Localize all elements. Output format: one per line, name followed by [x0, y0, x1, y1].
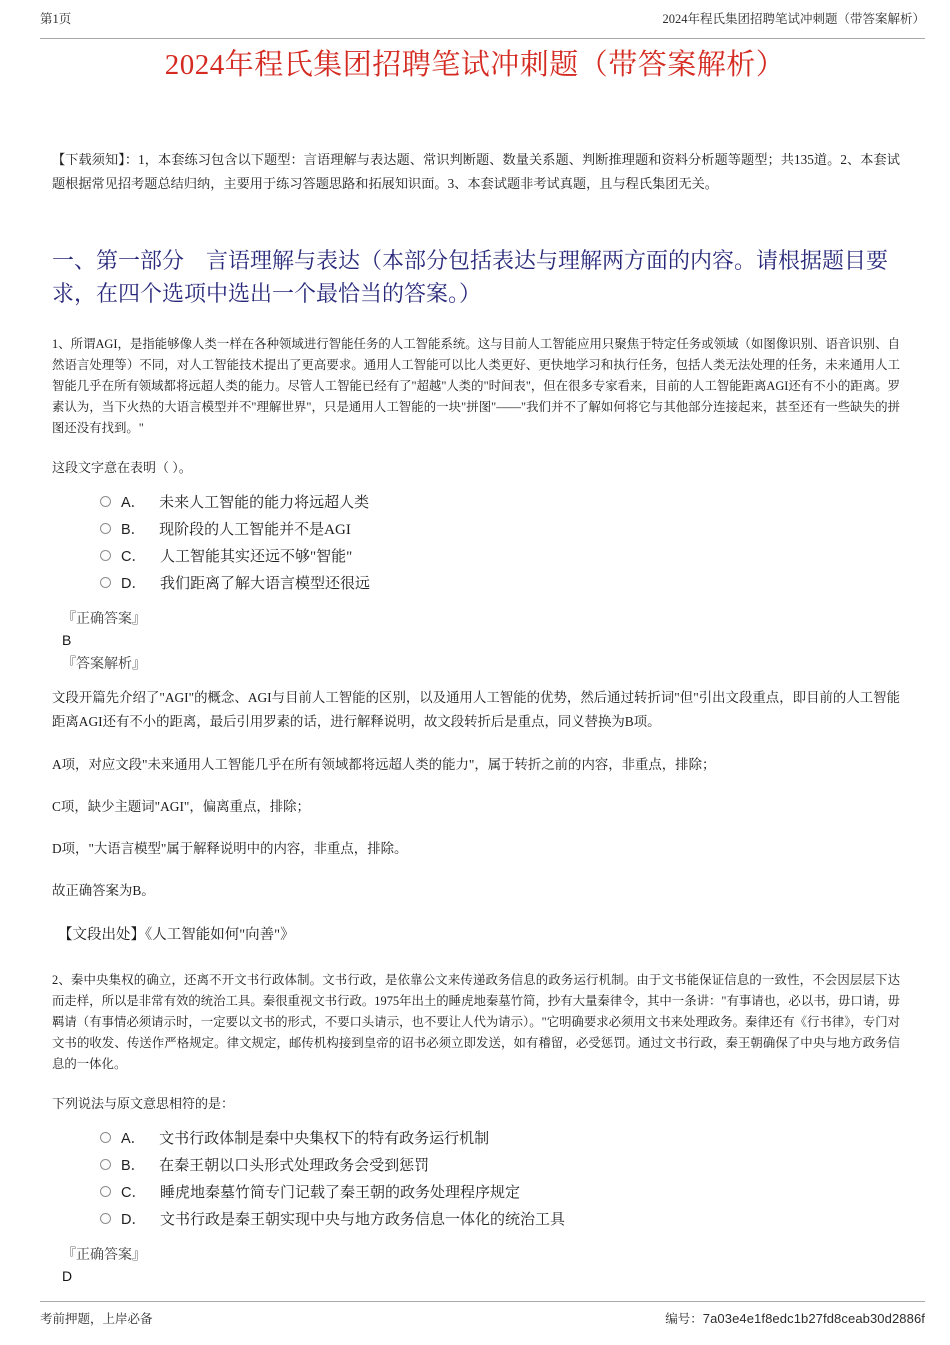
answer-explanation-label: 『答案解析』 [62, 657, 146, 672]
option-text: 文书行政体制是秦中央集权下的特有政务运行机制 [159, 1131, 490, 1147]
explanation-point: C项，缺少主题词"AGI"，偏离重点，排除； [52, 799, 310, 814]
option-row[interactable] [100, 1178, 900, 1205]
radio-button-icon[interactable] [100, 523, 111, 534]
option-row[interactable] [100, 542, 900, 569]
passage-source: 【文段出处】《人工智能如何"向善"》 [58, 927, 295, 943]
footer-serial [665, 1309, 925, 1327]
explanation-point: A项，对应文段"未来通用人工智能几乎在所有领域都将远超人类的能力"，属于转折之前的内容，非重点，排除； [52, 757, 716, 772]
question-stem: 2、秦中央集权的确立，还离不开文书行政体制。文书行政，是依靠公文来传递政务信息的政务运行机制。由于文书能保证信息的一致性，不会因层层下达而走样，所以是非常有效的统治工具。秦很重视文书行政。1975年出土的睡虎地秦墓竹简，抄有大量秦律令，其中一条讲："有事请也，必以书，毋口请，毋羁请（有事情必须请示时，一定要以文书的形式，不要口头请示，也不要让人代为请示）。"它明确要求必须用文书来处理政务。秦律还有《行书律》，专门对文书的收发、传送作严格规定。律文规定，邮传机构接到皇帝的诏书必须立即发送，如有稽留，必受惩罚。通过文书行政，秦王朝确保了中央与地方政务信息的一体化。 [52, 973, 900, 1071]
correct-answer-value: B [62, 632, 72, 648]
download-notice: 【下载须知】：1，本套练习包含以下题型：言语理解与表达题、常识判断题、数量关系题、判断推理题和资料分析题等题型；共135道。2、本套试题根据常见招考题总结归纳，主要用于练习答题思路和拓展知识面。3、本套试题非考试真题，且与程氏集团无关。 [52, 152, 900, 191]
page-footer [40, 1301, 925, 1327]
radio-button-icon[interactable] [100, 496, 111, 507]
explanation-point: D项，"大语言模型"属于解释说明中的内容，非重点，排除。 [52, 841, 408, 856]
option-letter: A． [121, 495, 146, 511]
option-row[interactable] [100, 488, 900, 515]
radio-button-icon[interactable] [100, 1159, 111, 1170]
footer-slogan: 考前押题，上岸必备 [40, 1312, 153, 1326]
option-letter: C． [121, 1185, 146, 1201]
document-body [52, 148, 900, 1286]
option-letter: B． [121, 522, 146, 538]
option-text: 我们距离了解大语言模型还很远 [159, 576, 370, 592]
option-row[interactable] [100, 569, 900, 596]
question-prompt: 这段文字意在表明（ ）。 [52, 460, 192, 475]
option-letter: B． [121, 1158, 146, 1174]
radio-button-icon[interactable] [100, 1132, 111, 1143]
option-letter: C． [121, 549, 146, 565]
option-letter: D． [121, 1212, 146, 1228]
option-text: 人工智能其实还远不够"智能" [159, 549, 353, 565]
question-stem: 1、所谓AGI，是指能够像人类一样在各种领域进行智能任务的人工智能系统。这与目前人工智能应用只聚焦于特定任务或领域（如图像识别、语音识别、自然语言处理等）不同，对人工智能技术提出了更高要求。通用人工智能可以比人类更好、更快地学习和执行任务，包括人类无法处理的任务，未来通用人工智能几乎在所有领域都将远超人类的能力。尽管人工智能已经有了"超越"人类的"时间表"，但在很多专家看来，目前的人工智能距离AGI还有不小的距离。罗素认为，当下火热的大语言模型并不"理解世界"，只是通用人工智能的一块"拼图"——"我们并不了解如何将它与其他部分连接起来，甚至还有一些缺失的拼图还没有找到。" [52, 337, 900, 435]
page-title: 2024年程氏集团招聘笔试冲刺题（带答案解析） [164, 49, 786, 81]
correct-answer-label: 『正确答案』 [62, 612, 146, 627]
serial-label: 编号： [665, 1312, 703, 1326]
option-text: 文书行政是秦王朝实现中央与地方政务信息一体化的统治工具 [159, 1212, 565, 1228]
option-list [52, 488, 900, 596]
section-heading-part-one: 一、第一部分 言语理解与表达（本部分包括表达与理解两方面的内容。请根据题目要求，在四个选项中选出一个最恰当的答案。） [52, 248, 889, 306]
option-text: 睡虎地秦墓竹简专门记载了秦王朝的政务处理程序规定 [159, 1185, 520, 1201]
option-letter: A． [121, 1131, 146, 1147]
option-row[interactable] [100, 515, 900, 542]
radio-button-icon[interactable] [100, 577, 111, 588]
option-row[interactable] [100, 1151, 900, 1178]
radio-button-icon[interactable] [100, 550, 111, 561]
radio-button-icon[interactable] [100, 1186, 111, 1197]
option-list [52, 1124, 900, 1232]
running-title: 2024年程氏集团招聘笔试冲刺题（带答案解析） [662, 12, 925, 26]
answer-explanation-body: 文段开篇先介绍了"AGI"的概念、AGI与目前人工智能的区别，以及通用人工智能的优势，然后通过转折词"但"引出文段重点，即目前的人工智能距离AGI还有不小的距离，最后引用罗素的话，进行解释说明，故文段转折后是重点，同义替换为B项。 [52, 690, 900, 729]
serial-value: 7a03e4e1f8edc1b27fd8ceab30d2886f [702, 1311, 925, 1326]
explanation-conclusion: 故正确答案为B。 [52, 883, 155, 898]
correct-answer-label: 『正确答案』 [62, 1248, 146, 1263]
option-row[interactable] [100, 1205, 900, 1232]
question-block [52, 334, 900, 946]
option-text: 在秦王朝以口头形式处理政务会受到惩罚 [159, 1158, 430, 1174]
page-number-label: 第1页 [40, 12, 72, 26]
radio-button-icon[interactable] [100, 1213, 111, 1224]
option-letter: D． [121, 576, 146, 592]
option-row[interactable] [100, 1124, 900, 1151]
question-block [52, 970, 900, 1286]
option-text: 未来人工智能的能力将远超人类 [159, 495, 370, 511]
page-header [40, 12, 925, 39]
option-text: 现阶段的人工智能并不是AGI [159, 522, 351, 538]
correct-answer-value: D [62, 1268, 73, 1284]
question-prompt: 下列说法与原文意思相符的是： [52, 1096, 235, 1111]
